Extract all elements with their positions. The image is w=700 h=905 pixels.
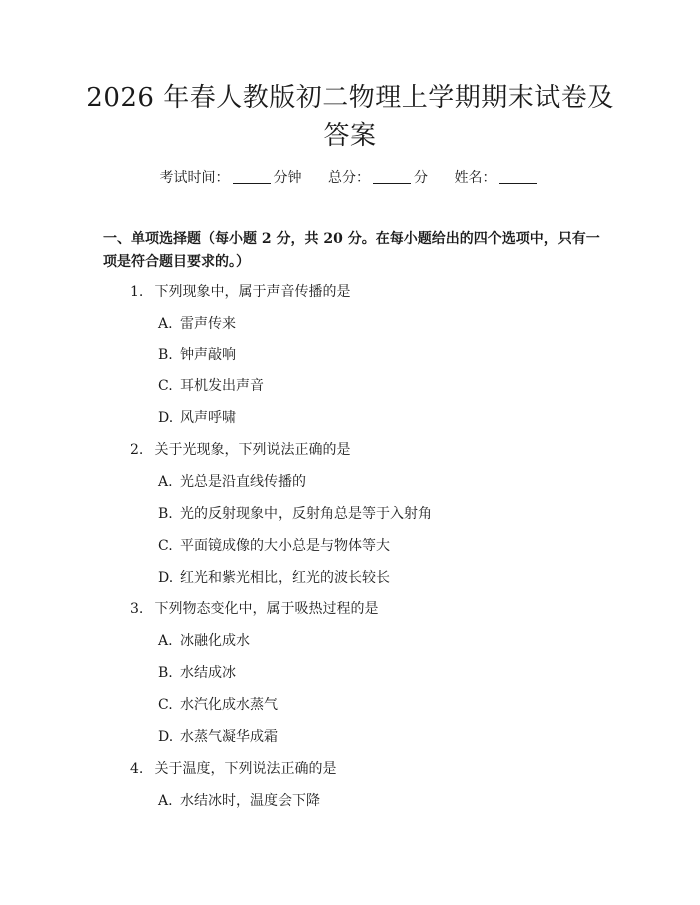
question-3 [130, 599, 378, 619]
student-name-blank[interactable] [499, 169, 537, 184]
question-2-option-b[interactable] [158, 504, 432, 524]
option-text: 光总是沿直线传播的 [180, 474, 306, 490]
option-text: 水结冰时，温度会下降 [180, 793, 320, 809]
question-2 [130, 440, 350, 460]
option-letter: B. [158, 506, 173, 522]
exam-time-field [160, 168, 302, 188]
question-2-option-c[interactable] [158, 536, 390, 556]
question-stem: 关于光现象，下列说法正确的是 [154, 442, 351, 458]
option-letter: A. [158, 316, 173, 332]
option-letter: A. [158, 474, 173, 490]
question-4-option-a[interactable] [158, 791, 320, 811]
student-name-field [454, 168, 540, 188]
option-text: 雷声传来 [180, 316, 236, 332]
option-letter: A. [158, 793, 173, 809]
question-1-option-a[interactable] [158, 314, 236, 334]
question-2-option-d[interactable] [158, 568, 390, 588]
question-4 [130, 759, 336, 779]
option-text: 耳机发出声音 [180, 378, 264, 394]
option-letter: D. [158, 729, 174, 745]
question-3-option-c[interactable] [158, 695, 278, 715]
question-3-option-b[interactable] [158, 663, 236, 683]
exam-time-label: 考试时间： [159, 170, 230, 186]
option-text: 光的反射现象中，反射角总是等于入射角 [180, 506, 432, 522]
exam-time-blank[interactable] [233, 169, 271, 184]
option-letter: A. [158, 633, 173, 649]
question-number: 3. [130, 601, 144, 617]
question-stem: 下列物态变化中，属于吸热过程的是 [154, 601, 379, 617]
option-text: 水结成冰 [180, 665, 236, 681]
option-text: 风声呼啸 [180, 410, 236, 426]
question-1-option-c[interactable] [158, 376, 264, 396]
question-3-option-d[interactable] [158, 727, 278, 747]
total-score-field [328, 168, 428, 188]
total-score-label: 总分： [328, 170, 370, 186]
question-stem: 下列现象中，属于声音传播的是 [154, 284, 351, 300]
question-2-option-a[interactable] [158, 472, 306, 492]
option-text: 水蒸气凝华成霜 [180, 729, 278, 745]
question-number: 2. [130, 442, 144, 458]
question-3-option-a[interactable] [158, 631, 250, 651]
title-line-2: 答案 [323, 121, 377, 151]
question-1-option-d[interactable] [158, 408, 236, 428]
question-stem: 关于温度，下列说法正确的是 [154, 761, 337, 777]
question-1-option-b[interactable] [158, 345, 236, 365]
option-text: 水汽化成水蒸气 [180, 697, 278, 713]
title-line-1: 2026 年春人教版初二物理上学期期末试卷及 [86, 83, 614, 113]
option-letter: C. [158, 538, 173, 554]
exam-time-unit: 分钟 [273, 170, 302, 186]
total-score-unit: 分 [414, 170, 428, 186]
option-letter: B. [158, 347, 173, 363]
option-letter: D. [158, 410, 174, 426]
option-text: 红光和紫光相比，红光的波长较长 [180, 570, 390, 586]
option-text: 钟声敲响 [180, 347, 236, 363]
student-name-label: 姓名： [454, 170, 497, 186]
section-heading: 一、单项选择题（每小题 2 分，共 20 分。在每小题给出的四个选项中，只有一项是符合题目要求的。） [103, 231, 600, 270]
option-letter: B. [158, 665, 173, 681]
exam-title [60, 80, 640, 156]
question-1 [130, 282, 350, 302]
total-score-blank[interactable] [373, 169, 411, 184]
option-letter: C. [158, 378, 173, 394]
exam-info-row [0, 168, 700, 188]
question-number: 4. [130, 761, 144, 777]
option-text: 冰融化成水 [180, 633, 250, 649]
option-letter: D. [158, 570, 174, 586]
question-number: 1. [130, 284, 144, 300]
option-text: 平面镜成像的大小总是与物体等大 [180, 538, 390, 554]
option-letter: C. [158, 697, 173, 713]
